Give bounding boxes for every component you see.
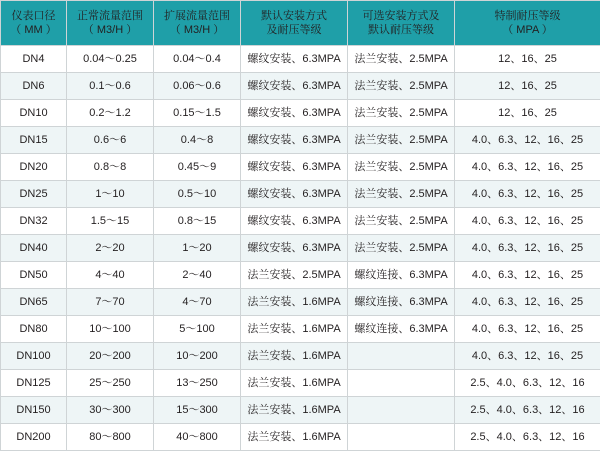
- table-cell: 法兰安装、1.6MPA: [241, 343, 348, 370]
- table-row: [1, 370, 600, 397]
- table-cell: 螺纹安装、6.3MPA: [241, 127, 348, 154]
- table-cell: 法兰安装、1.6MPA: [241, 289, 348, 316]
- table-cell: 2.5、4.0、6.3、12、16: [455, 370, 600, 397]
- table-cell: 4.0、6.3、12、16、25: [455, 262, 600, 289]
- table-cell: 13～250: [154, 370, 241, 397]
- table-cell: 10～200: [154, 343, 241, 370]
- table-cell: 4.0、6.3、12、16、25: [455, 289, 600, 316]
- column-header-default-installation: [241, 1, 348, 46]
- table-cell: 12、16、25: [455, 100, 600, 127]
- table-cell: 0.2～1.2: [67, 100, 154, 127]
- table-cell: 螺纹连接、6.3MPA: [348, 262, 455, 289]
- table-row: [1, 424, 600, 451]
- column-header-optional-installation: [348, 1, 455, 46]
- table-cell: DN40: [1, 235, 67, 262]
- table-header: [1, 1, 600, 46]
- table-cell: 法兰安装、1.6MPA: [241, 316, 348, 343]
- table-cell: 螺纹安装、6.3MPA: [241, 181, 348, 208]
- table-cell: DN4: [1, 46, 67, 73]
- table-row: [1, 208, 600, 235]
- table-cell: DN200: [1, 424, 67, 451]
- table-cell: [348, 397, 455, 424]
- column-header-custom-pressure-rating: [455, 1, 600, 46]
- table-cell: DN15: [1, 127, 67, 154]
- table-cell: DN150: [1, 397, 67, 424]
- table-cell: 法兰安装、1.6MPA: [241, 424, 348, 451]
- table-row: [1, 154, 600, 181]
- table-cell: 2～40: [154, 262, 241, 289]
- table-row: [1, 46, 600, 73]
- table-row: [1, 127, 600, 154]
- table-cell: DN125: [1, 370, 67, 397]
- table-cell: 螺纹安装、6.3MPA: [241, 208, 348, 235]
- header-line-2: （ MPA ）: [455, 23, 600, 37]
- table-cell: 2.5、4.0、6.3、12、16: [455, 424, 600, 451]
- header-row: [1, 1, 600, 46]
- table-cell: 法兰安装、2.5MPA: [348, 46, 455, 73]
- table-cell: 0.04～0.4: [154, 46, 241, 73]
- table-row: [1, 235, 600, 262]
- table-cell: DN10: [1, 100, 67, 127]
- column-header-diameter: [1, 1, 67, 46]
- table-cell: [348, 370, 455, 397]
- header-line-2: （ MM ）: [1, 23, 66, 37]
- table-cell: 4.0、6.3、12、16、25: [455, 208, 600, 235]
- table-cell: 法兰安装、2.5MPA: [348, 127, 455, 154]
- header-line-2: （ M3/H ）: [154, 23, 240, 37]
- table-cell: 法兰安装、1.6MPA: [241, 370, 348, 397]
- table-cell: 4.0、6.3、12、16、25: [455, 316, 600, 343]
- table-cell: 10～100: [67, 316, 154, 343]
- table-cell: 4.0、6.3、12、16、25: [455, 127, 600, 154]
- table-cell: [348, 343, 455, 370]
- table-cell: [348, 424, 455, 451]
- table-cell: 法兰安装、2.5MPA: [348, 73, 455, 100]
- table-cell: 7～70: [67, 289, 154, 316]
- table-cell: 80～800: [67, 424, 154, 451]
- table-cell: 20～200: [67, 343, 154, 370]
- table-cell: 0.4～8: [154, 127, 241, 154]
- table-row: [1, 100, 600, 127]
- header-line-1: 特制耐压等级: [455, 9, 600, 23]
- table-cell: 4.0、6.3、12、16、25: [455, 181, 600, 208]
- table-row: [1, 73, 600, 100]
- table-cell: 0.06～0.6: [154, 73, 241, 100]
- table-row: [1, 181, 600, 208]
- table-cell: 12、16、25: [455, 46, 600, 73]
- table-cell: 4～70: [154, 289, 241, 316]
- table-cell: 5～100: [154, 316, 241, 343]
- table-cell: 0.6～6: [67, 127, 154, 154]
- table-cell: DN20: [1, 154, 67, 181]
- header-line-1: 仪表口径: [1, 9, 66, 23]
- table-cell: DN65: [1, 289, 67, 316]
- table-row: [1, 316, 600, 343]
- header-line-1: 扩展流量范围: [154, 9, 240, 23]
- table-cell: 法兰安装、2.5MPA: [241, 262, 348, 289]
- header-line-2: 及耐压等级: [241, 23, 347, 37]
- table-cell: DN80: [1, 316, 67, 343]
- table-cell: 40～800: [154, 424, 241, 451]
- table-cell: 0.15～1.5: [154, 100, 241, 127]
- table-row: [1, 343, 600, 370]
- table-cell: 1～10: [67, 181, 154, 208]
- header-line-2: 默认耐压等级: [348, 23, 454, 37]
- table-cell: 法兰安装、2.5MPA: [348, 100, 455, 127]
- table-cell: DN50: [1, 262, 67, 289]
- table-cell: 螺纹安装、6.3MPA: [241, 46, 348, 73]
- table-cell: 4～40: [67, 262, 154, 289]
- table-cell: 1.5～15: [67, 208, 154, 235]
- table-cell: 法兰安装、2.5MPA: [348, 235, 455, 262]
- header-line-1: 可选安装方式及: [348, 9, 454, 23]
- table-cell: DN32: [1, 208, 67, 235]
- table-cell: 法兰安装、1.6MPA: [241, 397, 348, 424]
- table-cell: DN25: [1, 181, 67, 208]
- table-cell: 法兰安装、2.5MPA: [348, 208, 455, 235]
- table-cell: DN6: [1, 73, 67, 100]
- table-body: [1, 46, 600, 451]
- table-row: [1, 289, 600, 316]
- table-cell: 4.0、6.3、12、16、25: [455, 343, 600, 370]
- table-cell: 法兰安装、2.5MPA: [348, 154, 455, 181]
- table-cell: 30～300: [67, 397, 154, 424]
- table-cell: 2.5、4.0、6.3、12、16: [455, 397, 600, 424]
- table-cell: 0.8～8: [67, 154, 154, 181]
- table-cell: 法兰安装、2.5MPA: [348, 181, 455, 208]
- table-cell: 0.45～9: [154, 154, 241, 181]
- table-cell: 25～250: [67, 370, 154, 397]
- table-cell: 2～20: [67, 235, 154, 262]
- table-cell: 螺纹安装、6.3MPA: [241, 235, 348, 262]
- table-cell: 螺纹安装、6.3MPA: [241, 100, 348, 127]
- table-cell: 12、16、25: [455, 73, 600, 100]
- table-cell: 0.5～10: [154, 181, 241, 208]
- header-line-2: （ M3/H ）: [67, 23, 153, 37]
- column-header-extended-flow-range: [154, 1, 241, 46]
- table-cell: 螺纹连接、6.3MPA: [348, 316, 455, 343]
- table-cell: 0.1～0.6: [67, 73, 154, 100]
- table-cell: DN100: [1, 343, 67, 370]
- header-line-1: 默认安装方式: [241, 9, 347, 23]
- table-row: [1, 397, 600, 424]
- table-cell: 0.8～15: [154, 208, 241, 235]
- table-cell: 0.04～0.25: [67, 46, 154, 73]
- table-cell: 15～300: [154, 397, 241, 424]
- table-cell: 螺纹安装、6.3MPA: [241, 73, 348, 100]
- table-cell: 螺纹连接、6.3MPA: [348, 289, 455, 316]
- header-line-1: 正常流量范围: [67, 9, 153, 23]
- table-cell: 4.0、6.3、12、16、25: [455, 154, 600, 181]
- table-cell: 1～20: [154, 235, 241, 262]
- table-cell: 4.0、6.3、12、16、25: [455, 235, 600, 262]
- table-cell: 螺纹安装、6.3MPA: [241, 154, 348, 181]
- table-row: [1, 262, 600, 289]
- column-header-normal-flow-range: [67, 1, 154, 46]
